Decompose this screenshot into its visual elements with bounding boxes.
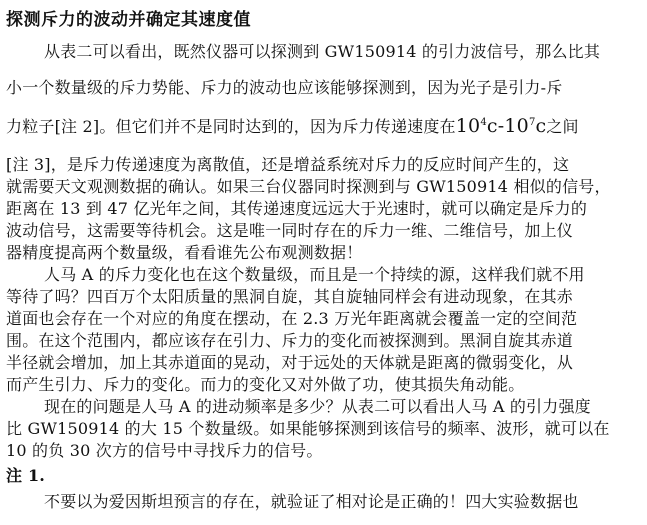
- paragraph-line: [注 3]，是斥力传递速度为离散值，还是增益系统对斥力的反应时间产生的，这: [6, 155, 570, 174]
- formula-base: 10: [455, 115, 481, 137]
- paragraph-line: 距离在 13 到 47 亿光年之间，其传递速度远远大于光速时，就可以确定是斥力的: [6, 199, 588, 218]
- paragraph-line: 从表二可以看出，既然仪器可以探测到 GW150914 的引力波信号，那么比其: [44, 42, 601, 61]
- paragraph-line: 人马 A 的斥力变化也在这个数量级，而且是一个持续的源，这样我们就不用: [44, 265, 585, 284]
- formula-exponent: 4: [480, 117, 487, 128]
- formula-exponent: 7: [528, 117, 536, 128]
- formula-after-text: 之间: [546, 117, 579, 136]
- note-label: 注 1.: [6, 466, 46, 485]
- speed-formula: [456, 115, 547, 137]
- paragraph-line: 道面也会存在一个对应的角度在摆动，在 2.3 万光年距离就会覆盖一定的空间范: [6, 309, 578, 328]
- paragraph-line: 波动信号，这需要等待机会。这是唯一同时存在的斥力一维、二维信号，加上仪: [6, 221, 574, 240]
- paragraph-line: 小一个数量级的斥力势能、斥力的波动也应该能够探测到，因为光子是引力-斥: [6, 78, 563, 97]
- paragraph-line: 围。在这个范围内，都应该存在引力、斥力的变化而被探测到。黑洞自旋其赤道: [6, 331, 574, 350]
- paragraph-line: 就需要天文观测数据的确认。如果三台仪器同时探测到与 GW150914 相似的信号，: [6, 177, 611, 196]
- paragraph-line: 10 的负 30 次方的信号中寻找斥力的信号。: [6, 441, 323, 460]
- paragraph-line: 不要以为爱因斯坦预言的存在，就验证了相对论是正确的！四大实验数据也: [44, 492, 579, 511]
- paragraph-line: 比 GW150914 的大 15 个数量级。如果能够探测到该信号的频率、波形，就可以在: [6, 419, 610, 438]
- paragraph-line: 等待了吗？四百万个太阳质量的黑洞自旋，其自旋轴同样会有进动现象，在其赤: [6, 287, 574, 306]
- paragraph-line: 而产生引力、斥力的变化。而力的变化又对外做了功，使其损失角动能。: [6, 375, 525, 394]
- section-heading: 探测斥力的波动并确定其速度值: [6, 10, 251, 30]
- formula-middle: c-10: [486, 115, 529, 137]
- formula-tail: c: [535, 115, 547, 137]
- paragraph-line-text: 力粒子[注 2]。但它们并不是同时达到的，因为斥力传递速度在: [6, 117, 456, 136]
- paragraph-line: 器精度提高两个数量级，看看谁先公布观测数据！: [6, 243, 363, 262]
- paragraph-line: 半径就会增加，加上其赤道面的晃动，对于远处的天体就是距离的微弱变化，从: [6, 353, 574, 372]
- paragraph-line: 现在的问题是人马 A 的进动频率是多少？从表二可以看出人马 A 的引力强度: [44, 397, 591, 416]
- paragraph-line-with-formula: [6, 116, 579, 137]
